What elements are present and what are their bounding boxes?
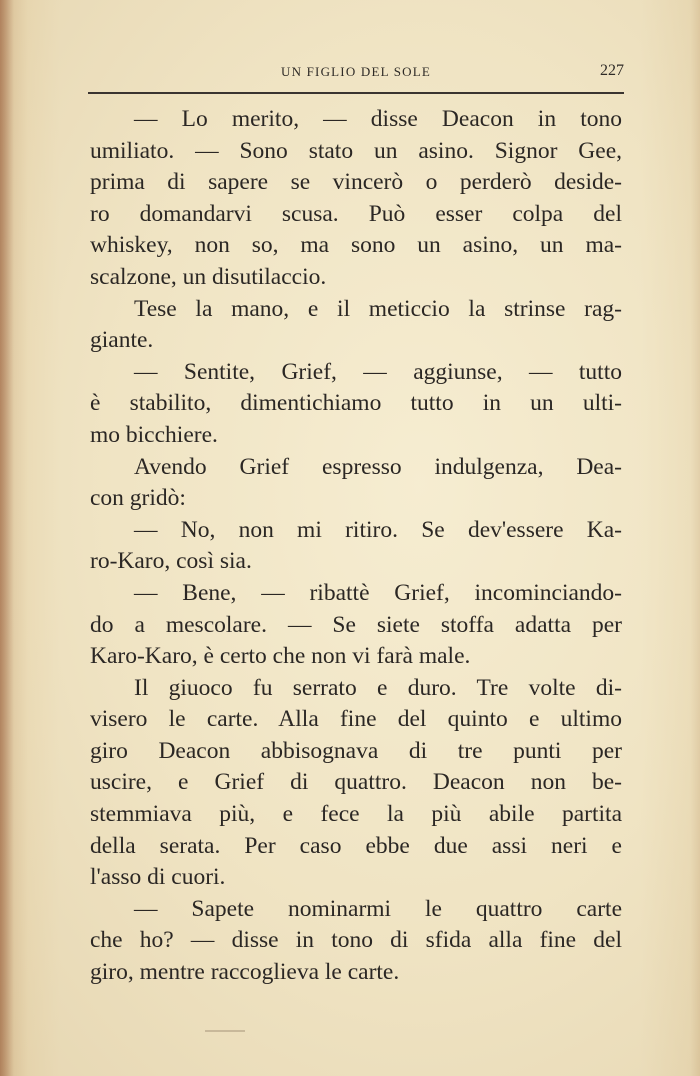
text-line: stemmiava più, e fece la più abile partita [90,801,622,828]
spine-shadow [0,0,14,1076]
text-line: do a mescolare. — Se siete stoffa adatta per [90,611,622,638]
text-line: — Sapete nominarmi le quattro carte [134,895,622,922]
text-line: — Bene, — ribattè Grief, incominciando- [134,579,622,606]
text-line: l'asso di cuori. [90,864,226,891]
text-line: giro, mentre raccoglieva le carte. [90,959,400,986]
text-line: — Lo merito, — disse Deacon in tono [134,106,622,132]
header-rule [88,92,624,94]
text-line: uscire, e Grief di quattro. Deacon non be- [90,769,622,796]
text-line: della serata. Per caso ebbe due assi neri e [90,832,622,859]
running-title: UN FIGLIO DEL SOLE [280,64,432,79]
text-line: Il giuoco fu serrato e duro. Tre volte di- [134,674,622,701]
text-line: mo bicchiere. [90,421,218,448]
text-line: giro Deacon abbisognava di tre punti per [90,737,622,764]
text-line: visero le carte. Alla fine del quinto e ultimo [90,706,622,733]
page-number: 227 [600,62,624,79]
text-line: — Sentite, Grief, — aggiunse, — tutto [134,358,622,385]
text-line: è stabilito, dimentichiamo tutto in un ulti- [90,390,622,417]
text-line: con gridò: [90,485,186,512]
body-text [90,104,622,989]
text-line: che ho? — disse in tono di sfida alla fine del [90,927,622,954]
text-line: ro domandarvi scusa. Può esser colpa del [90,200,622,227]
text-line: — No, non mi ritiro. Se dev'essere Ka- [134,516,622,543]
text-line: Tese la mano, e il meticcio la strinse rag- [134,295,622,322]
text-line: ro-Karo, così sia. [90,548,252,575]
text-line: giante. [90,327,154,354]
page-smudge [205,1030,245,1032]
text-line: umiliato. — Sono stato un asino. Signor Gee, [90,137,622,164]
running-head [88,62,624,86]
text-line: whiskey, non so, ma sono un asino, un ma- [90,232,622,259]
text-line: prima di sapere se vincerò o perderò deside- [90,169,622,196]
text-line: scalzone, un disutilaccio. [90,263,327,290]
text-line: Avendo Grief espresso indulgenza, Dea- [134,453,622,480]
text-line: Karo-Karo, è certo che non vi farà male. [90,643,471,670]
